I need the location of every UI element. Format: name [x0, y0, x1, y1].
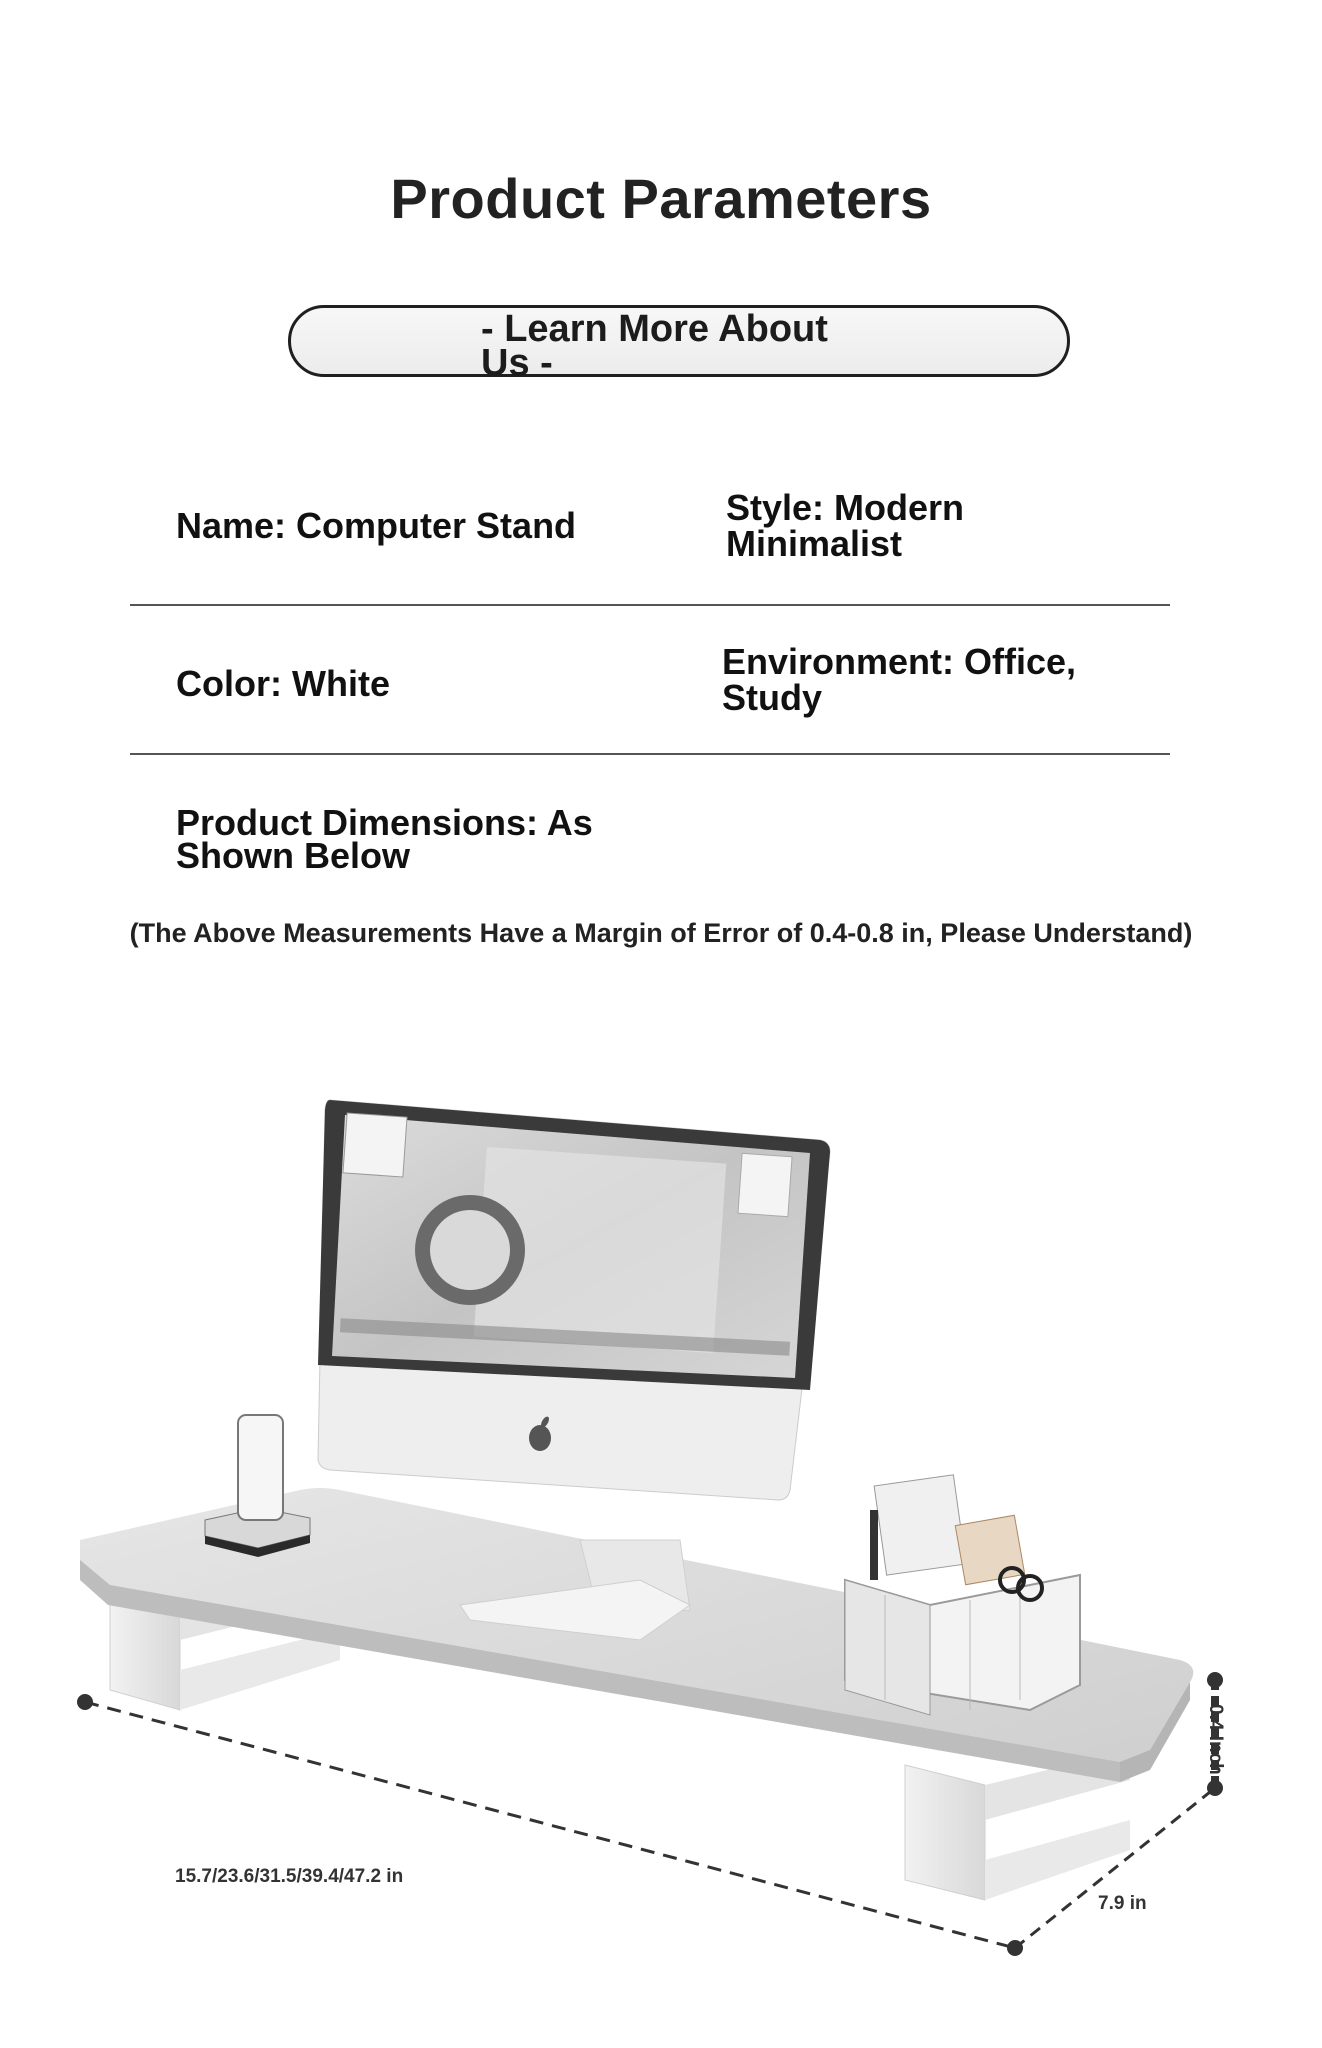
length-label: 15.7/23.6/31.5/39.4/47.2 in — [175, 1866, 404, 1887]
thickness-label: 0.4 Inch — [1205, 1704, 1226, 1775]
learn-more-button[interactable] — [288, 305, 1070, 384]
phone-dock — [205, 1415, 310, 1557]
desk-organizer — [845, 1475, 1080, 1715]
measurement-note: (The Above Measurements Have a Margin of Error of 0.4-0.8 in, Please Understand) — [129, 918, 1193, 948]
depth-label: 7.9 in — [1098, 1893, 1147, 1914]
divider-2 — [130, 753, 1170, 755]
param-environment: Environment: Office, Study — [722, 641, 1077, 718]
param-color: Color: White — [176, 663, 390, 704]
param-dimensions: Product Dimensions: As Shown Below — [176, 802, 593, 876]
param-style: Style: Modern Minimalist — [726, 487, 965, 564]
monitor — [318, 1100, 830, 1500]
param-name: Name: Computer Stand — [176, 505, 577, 546]
divider-1 — [130, 604, 1170, 606]
learn-more-label: - Learn More About Us - — [481, 308, 828, 384]
page-title: Product Parameters — [390, 167, 932, 230]
